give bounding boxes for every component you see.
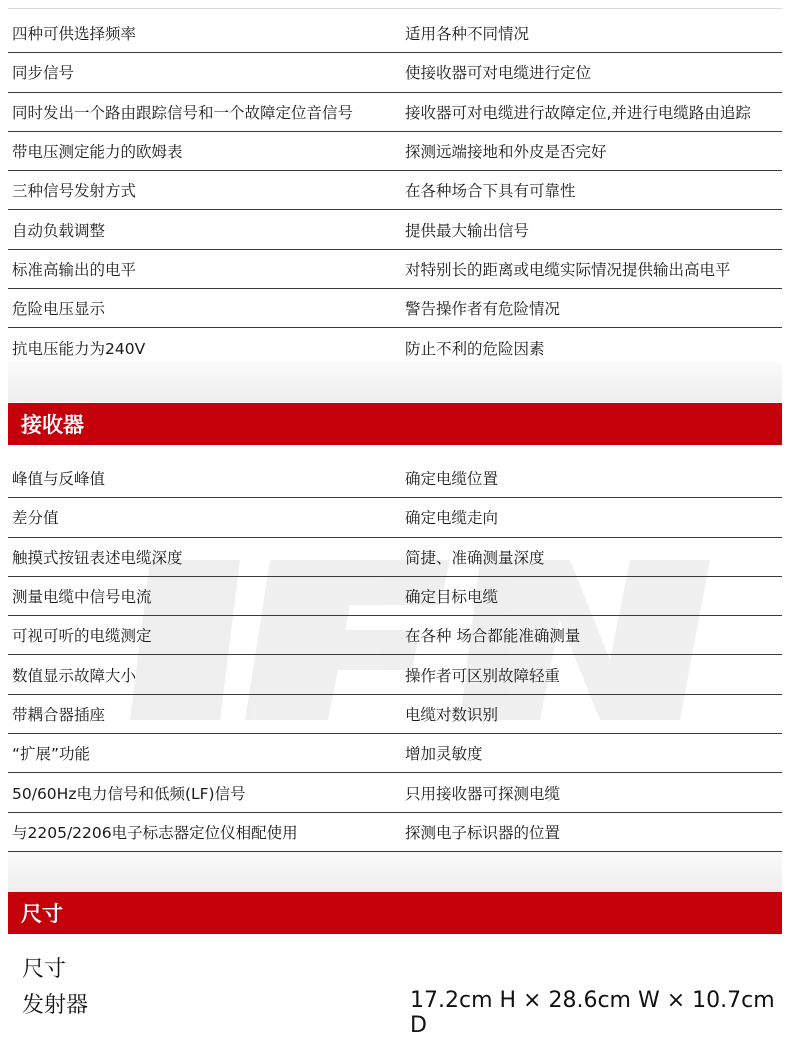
- feature-cell: 三种信号发射方式: [12, 182, 137, 201]
- feature-cell: “扩展”功能: [12, 745, 91, 764]
- benefit-cell: 探测电子标识器的位置: [405, 823, 561, 842]
- benefit-cell: 提供最大输出信号: [405, 221, 530, 240]
- table-row: [8, 813, 782, 852]
- benefit-cell: 探测远端接地和外皮是否完好: [405, 143, 607, 162]
- feature-cell: 同时发出一个路由跟踪信号和一个故障定位音信号: [12, 103, 354, 122]
- table-row: [8, 734, 782, 773]
- feature-cell: 峰值与反峰值: [12, 470, 106, 489]
- feature-cell: 标准高输出的电平: [12, 260, 137, 279]
- receiver-feature-table: [8, 459, 782, 852]
- feature-cell: 50/60Hz电力信号和低频(LF)信号: [12, 784, 246, 803]
- feature-cell: 数值显示故障大小: [12, 666, 137, 685]
- feature-cell: 四种可供选择频率: [12, 25, 137, 44]
- benefit-cell: 警告操作者有危险情况: [405, 300, 561, 319]
- benefit-cell: 接收器可对电缆进行故障定位,并进行电缆路由追踪: [405, 103, 751, 122]
- benefit-cell: 在各种 场合都能准确测量: [405, 627, 581, 646]
- feature-cell: 带耦合器插座: [12, 705, 106, 724]
- top-divider: [8, 8, 782, 9]
- benefit-cell: 确定电缆位置: [405, 470, 499, 489]
- table-row: [8, 498, 782, 537]
- feature-cell: 带电压测定能力的欧姆表: [12, 143, 183, 162]
- dimensions-section-header: [8, 892, 782, 934]
- benefit-cell: 使接收器可对电缆进行定位: [405, 64, 592, 83]
- benefit-cell: 在各种场合下具有可靠性: [405, 182, 576, 201]
- benefit-cell: 防止不利的危险因素: [405, 339, 545, 358]
- benefit-cell: 简捷、准确测量深度: [405, 548, 545, 567]
- section-separator: [8, 852, 782, 892]
- table-row: [8, 695, 782, 734]
- feature-cell: 危险电压显示: [12, 300, 106, 319]
- transmitter-feature-table: [8, 14, 782, 368]
- table-row: [8, 459, 782, 498]
- dimensions-row-value: 17.2cm H × 28.6cm W × 10.7cm D: [410, 988, 775, 1038]
- feature-cell: 差分值: [12, 509, 59, 528]
- feature-cell: 抗电压能力为240V: [12, 339, 146, 358]
- table-row: [8, 93, 782, 132]
- feature-cell: 测量电缆中信号电流: [12, 588, 152, 607]
- section-separator: [8, 362, 782, 402]
- benefit-cell: 操作者可区别故障轻重: [405, 666, 561, 685]
- dimensions-section-title: 尺寸: [21, 902, 63, 926]
- table-row: [8, 210, 782, 249]
- benefit-cell: 确定电缆走向: [405, 509, 499, 528]
- feature-cell: 可视可听的电缆测定: [12, 627, 152, 646]
- benefit-cell: 适用各种不同情况: [405, 25, 530, 44]
- table-row: [8, 171, 782, 210]
- feature-cell: 自动负载调整: [12, 221, 106, 240]
- receiver-section-title: 接收器: [21, 413, 84, 437]
- feature-cell: 触摸式按钮表述电缆深度: [12, 548, 183, 567]
- table-row: [8, 14, 782, 53]
- table-row: [8, 250, 782, 289]
- benefit-cell: 确定目标电缆: [405, 588, 499, 607]
- table-row: [8, 577, 782, 616]
- dimensions-label: 尺寸: [22, 957, 67, 982]
- benefit-cell: 只用接收器可探测电缆: [405, 784, 561, 803]
- table-row: [8, 616, 782, 655]
- feature-cell: 与2205/2206电子标志器定位仪相配使用: [12, 823, 298, 842]
- table-row: [8, 289, 782, 328]
- table-row: [8, 773, 782, 812]
- table-row: [8, 655, 782, 694]
- benefit-cell: 增加灵敏度: [405, 745, 483, 764]
- table-row: [8, 538, 782, 577]
- dimensions-row-transmitter: [22, 988, 782, 1038]
- benefit-cell: 电缆对数识别: [405, 705, 499, 724]
- receiver-section-header: [8, 403, 782, 445]
- benefit-cell: 对特别长的距离或电缆实际情况提供输出高电平: [405, 260, 731, 279]
- feature-cell: 同步信号: [12, 64, 75, 83]
- table-row: [8, 132, 782, 171]
- dimensions-row-feature: 发射器: [22, 993, 89, 1018]
- table-row: [8, 53, 782, 92]
